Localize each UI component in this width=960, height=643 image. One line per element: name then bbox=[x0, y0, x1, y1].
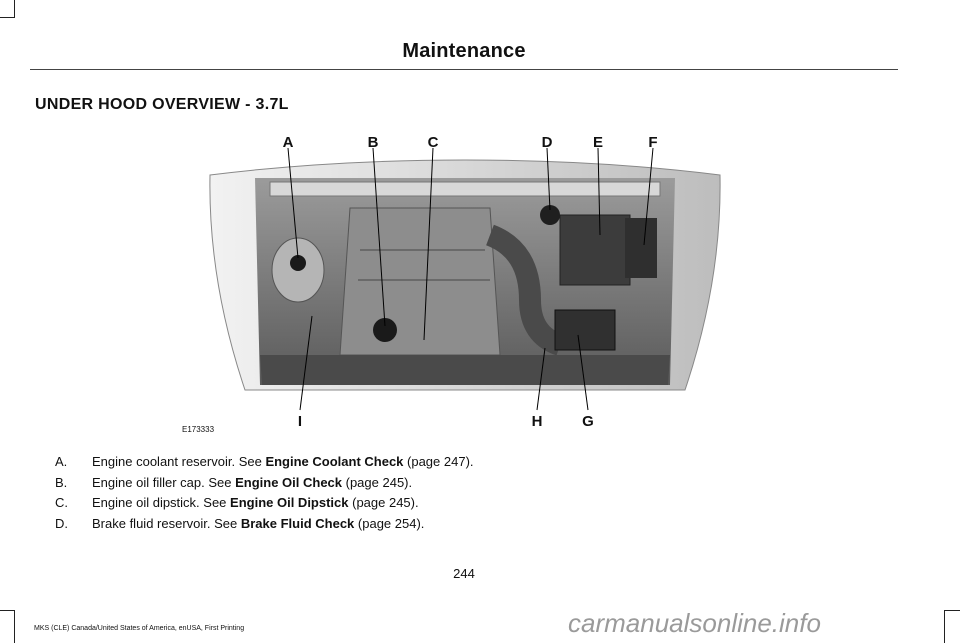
item-letter: A. bbox=[55, 454, 68, 469]
item-description: Brake fluid reservoir. See bbox=[92, 515, 241, 531]
item-description: Engine oil filler cap. See bbox=[92, 474, 236, 490]
item-page-ref: (page 245). bbox=[348, 495, 419, 510]
item-reference-link[interactable]: Engine Oil Check bbox=[235, 474, 343, 490]
engine-bay-drawing bbox=[200, 130, 730, 440]
page-number: 244 bbox=[453, 566, 475, 581]
engine-bay-illustration bbox=[200, 130, 730, 440]
callout-i: I bbox=[297, 413, 303, 430]
item-letter: B. bbox=[55, 474, 68, 490]
figure-id: E173333 bbox=[182, 425, 215, 434]
header-divider bbox=[30, 69, 898, 70]
item-page-ref: (page 247). bbox=[403, 454, 474, 469]
page-header-title: Maintenance bbox=[402, 40, 526, 62]
crop-mark-bottom-left-v bbox=[14, 610, 15, 643]
crop-mark-bottom-left-h bbox=[0, 610, 15, 611]
item-reference-link[interactable]: Engine Coolant Check bbox=[265, 454, 404, 469]
callout-h: H bbox=[531, 413, 543, 430]
section-title: UNDER HOOD OVERVIEW - 3.7L bbox=[35, 96, 289, 113]
callout-g: G bbox=[582, 413, 594, 430]
item-page-ref: (page 254). bbox=[354, 515, 425, 531]
item-letter: C. bbox=[55, 495, 68, 510]
callout-d: D bbox=[541, 134, 553, 151]
item-reference-link[interactable]: Brake Fluid Check bbox=[240, 515, 355, 531]
watermark: carmanualsonline.info bbox=[568, 608, 821, 638]
crop-mark-bottom-right-h bbox=[944, 610, 960, 611]
crop-mark-top-left-h bbox=[0, 17, 15, 18]
callout-e: E bbox=[592, 134, 604, 151]
crop-mark-bottom-right-v bbox=[944, 610, 945, 643]
callout-f: F bbox=[648, 134, 658, 151]
item-description: Engine coolant reservoir. See bbox=[92, 454, 266, 469]
item-page-ref: (page 245). bbox=[342, 474, 413, 490]
item-reference-link[interactable]: Engine Oil Dipstick bbox=[230, 495, 349, 510]
footer-note: MKS (CLE) Canada/United States of America, enUSA, First Printing bbox=[34, 625, 245, 632]
crop-mark-top-left-v bbox=[14, 0, 15, 18]
item-description: Engine oil dipstick. See bbox=[92, 495, 231, 510]
item-letter: D. bbox=[55, 515, 68, 531]
callout-c: C bbox=[427, 134, 439, 151]
callout-a: A bbox=[282, 134, 294, 151]
callout-b: B bbox=[367, 134, 379, 151]
